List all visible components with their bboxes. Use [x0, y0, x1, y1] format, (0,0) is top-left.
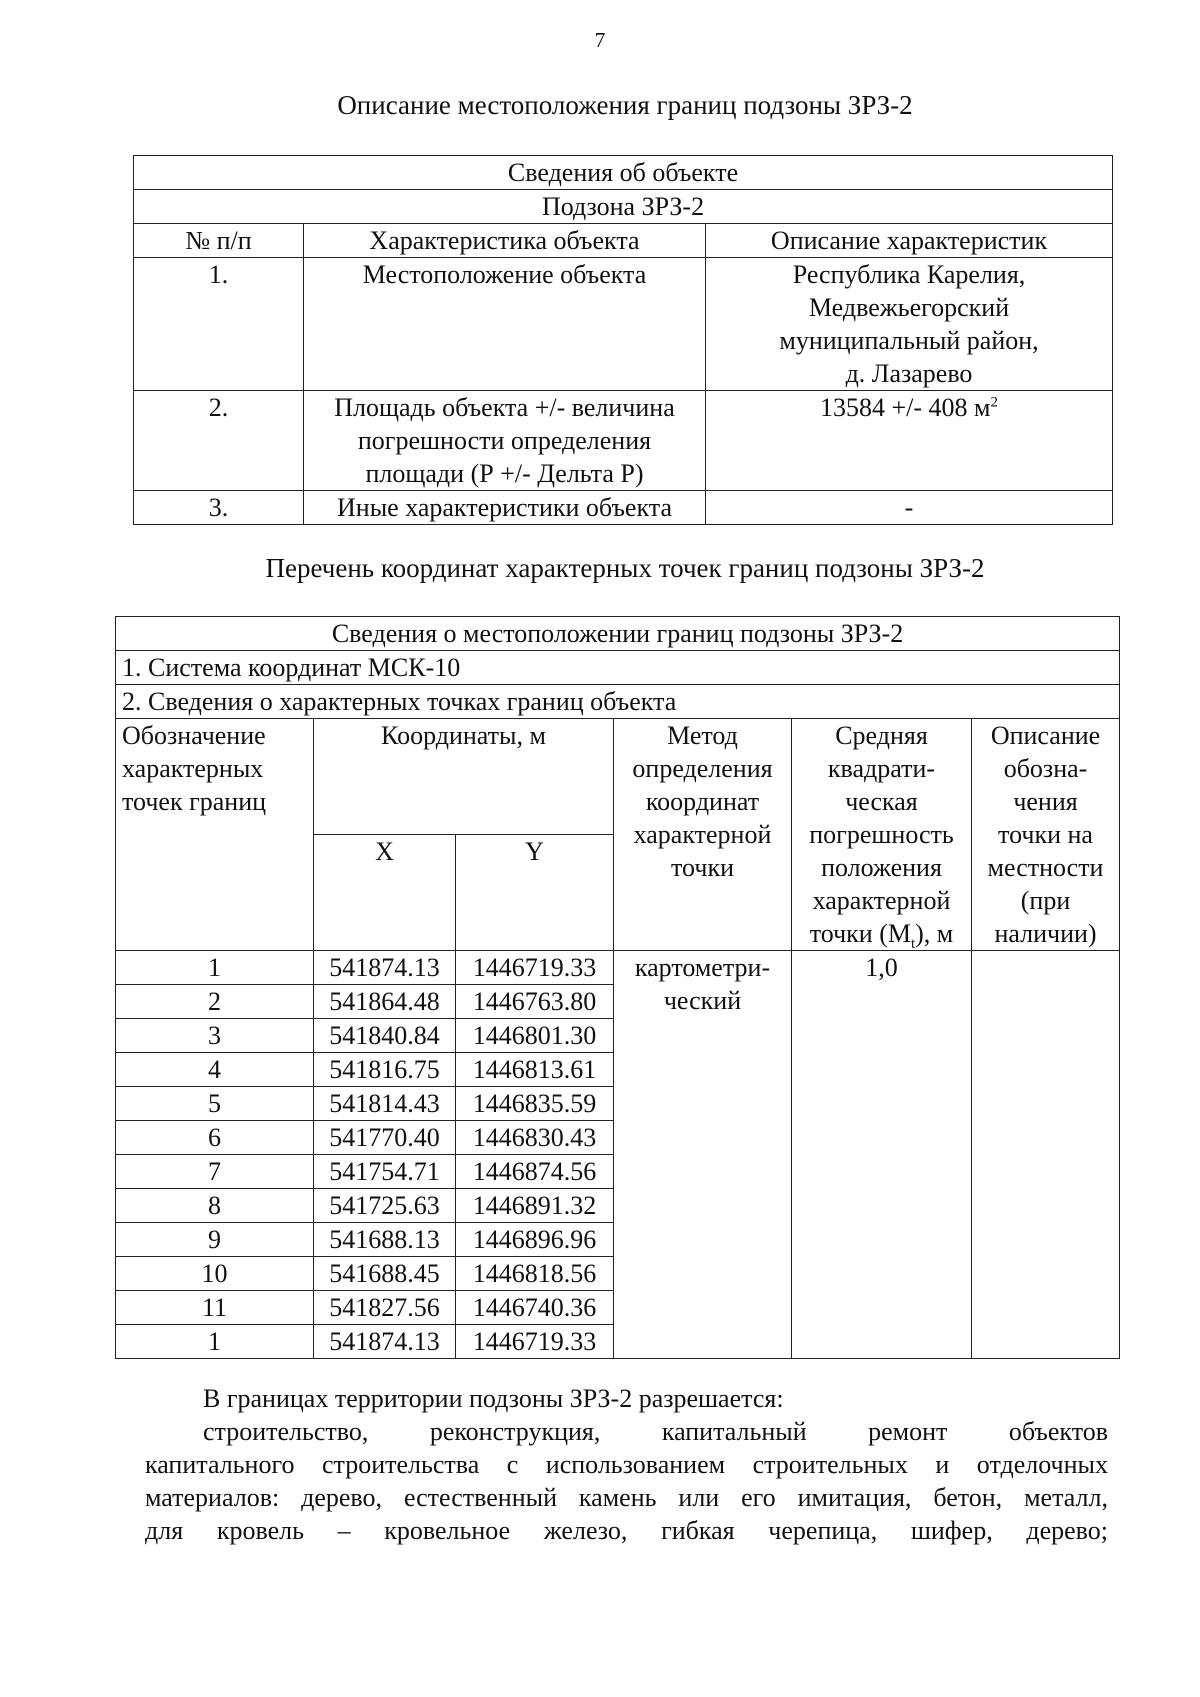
coordinate-y: 1446891.32	[456, 1189, 614, 1223]
point-description-cell	[972, 951, 1120, 1359]
header-line: Средняя	[835, 721, 928, 750]
coordinate-x: 541816.75	[314, 1053, 456, 1087]
header-x: X	[314, 835, 456, 951]
header-coordinates: Координаты, м	[314, 719, 614, 835]
row-description	[706, 258, 1113, 391]
coordinate-x: 541770.40	[314, 1121, 456, 1155]
header-line: точек границ	[122, 787, 267, 816]
header-text: точки (M	[809, 919, 911, 948]
location-line: муниципальный район,	[779, 326, 1039, 355]
table1-header-description: Описание характеристик	[706, 224, 1113, 258]
header-line: погрешность	[809, 820, 954, 849]
point-id: 6	[116, 1121, 314, 1155]
row-description	[706, 391, 1113, 491]
header-text: ), м	[915, 919, 954, 948]
coordinate-x: 541840.84	[314, 1019, 456, 1053]
coordinate-y: 1446835.59	[456, 1087, 614, 1121]
table1-header-characteristic: Характеристика объекта	[304, 224, 706, 258]
coordinates-table	[115, 616, 1120, 1359]
point-id: 4	[116, 1053, 314, 1087]
paragraph-line: для кровель – кровельное железо, гибкая черепица, шифер, дерево;	[145, 1516, 1108, 1545]
coordinate-x: 541688.45	[314, 1257, 456, 1291]
coordinate-x: 541874.13	[314, 951, 456, 985]
area-value: 13584 +/- 408 м	[820, 393, 991, 422]
header-line: характерной	[633, 820, 772, 849]
header-line: точки на	[998, 820, 1093, 849]
header-line	[798, 917, 965, 953]
coordinate-y: 1446896.96	[456, 1223, 614, 1257]
object-info-table	[133, 155, 1113, 525]
header-mean-error	[792, 719, 972, 951]
coordinate-y: 1446719.33	[456, 1325, 614, 1359]
method-line: ческий	[663, 986, 742, 1015]
row-characteristic: Иные характеристики объекта	[304, 491, 706, 525]
point-id: 9	[116, 1223, 314, 1257]
header-line: обозна-	[1003, 754, 1088, 783]
header-line: квадрати-	[827, 754, 936, 783]
paragraph-intro: В границах территории подзоны ЗРЗ-2 разрешается:	[203, 1384, 784, 1413]
coordinate-row	[116, 951, 1120, 985]
header-line: местности	[987, 853, 1104, 882]
row-number: 2.	[134, 391, 304, 491]
header-line: точки	[671, 853, 734, 882]
header-line: положения	[821, 853, 942, 882]
heading-zone-boundary-description: Описание местоположения границ подзоны ЗРЗ-2	[337, 90, 913, 120]
header-line: наличии)	[994, 919, 1097, 948]
header-line: Обозначение	[122, 721, 266, 750]
header-line: ческая	[845, 787, 918, 816]
section-title: 2. Сведения о характерных точках границ объекта	[116, 685, 1120, 719]
header-line: чения	[1013, 787, 1078, 816]
row-characteristic: Местоположение объекта	[304, 258, 706, 391]
location-line: Медвежьегорский	[808, 293, 1010, 322]
point-id: 7	[116, 1155, 314, 1189]
header-line: (при	[1020, 886, 1071, 915]
table1-row	[134, 258, 1113, 391]
table1-row	[134, 391, 1113, 491]
coordinate-y: 1446763.80	[456, 985, 614, 1019]
table1-title: Сведения об объекте	[134, 156, 1113, 190]
coordinate-y: 1446830.43	[456, 1121, 614, 1155]
heading-coordinate-list: Перечень координат характерных точек границ подзоны ЗРЗ-2	[265, 553, 985, 583]
coordinate-x: 541754.71	[314, 1155, 456, 1189]
header-line: определения	[632, 754, 773, 783]
area-line: Площадь объекта +/- величина	[334, 393, 675, 422]
header-point-designation	[116, 719, 314, 951]
header-line: характерных	[122, 754, 264, 783]
area-line: площади (Р +/- Дельта Р)	[365, 459, 644, 488]
area-unit-exponent: 2	[990, 394, 999, 411]
point-id: 1	[116, 1325, 314, 1359]
point-id: 2	[116, 985, 314, 1019]
header-point-description	[972, 719, 1120, 951]
coordinate-y: 1446818.56	[456, 1257, 614, 1291]
coordinate-x: 541814.43	[314, 1087, 456, 1121]
point-id: 11	[116, 1291, 314, 1325]
mean-error-value: 1,0	[792, 951, 972, 1359]
header-line: характерной	[812, 886, 951, 915]
coordinate-y: 1446874.56	[456, 1155, 614, 1189]
paragraph-line: капитального строительства с использованием строительных и отделочных	[145, 1450, 1108, 1479]
table2-header-row	[116, 719, 1120, 835]
header-line: координат	[645, 787, 760, 816]
row-description: -	[706, 491, 1113, 525]
point-id: 1	[116, 951, 314, 985]
coordinate-y: 1446719.33	[456, 951, 614, 985]
coordinate-y: 1446801.30	[456, 1019, 614, 1053]
header-subscript: t	[910, 936, 916, 953]
row-number: 1.	[134, 258, 304, 391]
table1-header-number: № п/п	[134, 224, 304, 258]
header-y: Y	[456, 835, 614, 951]
header-line: Метод	[667, 721, 738, 750]
coordinate-x: 541688.13	[314, 1223, 456, 1257]
point-id: 3	[116, 1019, 314, 1053]
coordinate-rows	[116, 951, 1120, 1359]
paragraph-body	[145, 1415, 1108, 1547]
paragraph-line	[145, 1415, 1108, 1448]
coordinate-x: 541864.48	[314, 985, 456, 1019]
coordinate-x: 541827.56	[314, 1291, 456, 1325]
header-line: Описание	[990, 721, 1101, 750]
coordinate-y: 1446740.36	[456, 1291, 614, 1325]
coordinate-y: 1446813.61	[456, 1053, 614, 1087]
method-line: картометри-	[634, 953, 771, 982]
method-cell	[614, 951, 792, 1359]
table1-subtitle: Подзона ЗРЗ-2	[134, 190, 1113, 224]
paragraph-text: строительство, реконструкция, капитальный ремонт объектов	[203, 1417, 1108, 1446]
row-number: 3.	[134, 491, 304, 525]
table1-row	[134, 491, 1113, 525]
row-characteristic	[304, 391, 706, 491]
point-id: 10	[116, 1257, 314, 1291]
coordinate-x: 541874.13	[314, 1325, 456, 1359]
location-line: Республика Карелия,	[792, 260, 1026, 289]
point-id: 5	[116, 1087, 314, 1121]
point-id: 8	[116, 1189, 314, 1223]
table1-header-row	[134, 224, 1113, 258]
table2-title: Сведения о местоположении границ подзоны ЗРЗ-2	[116, 617, 1120, 651]
coordinate-x: 541725.63	[314, 1189, 456, 1223]
area-line: погрешности определения	[357, 426, 652, 455]
coordinate-system: 1. Система координат МСК-10	[116, 651, 1120, 685]
header-method	[614, 719, 792, 951]
location-line: д. Лазарево	[845, 359, 973, 388]
paragraph-line: материалов: дерево, естественный камень или его имитация, бетон, металл,	[145, 1483, 1108, 1512]
page-number: 7	[594, 28, 606, 52]
